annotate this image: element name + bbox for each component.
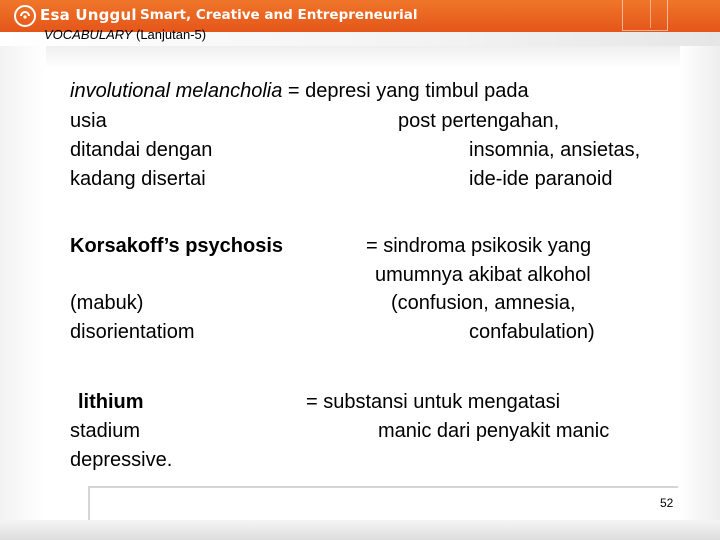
entry-1-left-2: ditandai dengan xyxy=(70,139,213,161)
entry-3-definition: = substansi untuk mengatasi xyxy=(306,391,561,413)
entry-2-right-2: confabulation) xyxy=(469,321,595,343)
subtitle-rest: (Lanjutan-5) xyxy=(132,27,207,42)
entry-1-definition: = depresi yang timbul pada xyxy=(282,80,529,102)
entry-1-right-1: post pertengahan, xyxy=(398,110,560,132)
entry-1-right-2: insomnia, ansietas, xyxy=(469,139,641,161)
esa-unggul-logo-icon xyxy=(14,5,36,27)
footer-bar xyxy=(0,520,720,540)
frame-top xyxy=(46,46,680,68)
entry-2-left-1: (mabuk) xyxy=(70,292,144,314)
frame-right xyxy=(680,46,720,540)
slide-subtitle xyxy=(44,27,206,43)
entry-2-definition-2: umumnya akibat alkohol xyxy=(375,264,591,286)
entry-1-right-3: ide-ide paranoid xyxy=(469,168,613,190)
entry-3-right-1: manic dari penyakit manic xyxy=(378,420,610,442)
decorative-line-horizontal xyxy=(88,486,678,488)
entry-2-left-2: disorientatiom xyxy=(70,321,195,343)
frame-left xyxy=(0,46,46,540)
entry-1-line-1 xyxy=(70,76,529,106)
entry-2-definition-1: = sindroma psikosik yang xyxy=(366,235,592,257)
entry-3-term: lithium xyxy=(78,391,144,413)
header-decoration-line xyxy=(650,0,675,28)
entry-1-term: involutional melancholia xyxy=(70,80,283,102)
entry-3-left-1: stadium xyxy=(70,420,141,442)
page-number: 52 xyxy=(660,496,674,510)
brand-name: Esa Unggul xyxy=(40,6,137,24)
entry-2-term: Korsakoff’s psychosis xyxy=(70,235,284,257)
subtitle-italic: VOCABULARY xyxy=(44,27,133,42)
entry-3-left-2: depressive. xyxy=(70,449,173,471)
entry-1-left-3: kadang disertai xyxy=(70,168,206,190)
tagline: Smart, Creative and Entrepreneurial xyxy=(140,7,418,23)
entry-1-left-1: usia xyxy=(70,110,107,132)
entry-2-right-1: (confusion, amnesia, xyxy=(391,292,576,314)
